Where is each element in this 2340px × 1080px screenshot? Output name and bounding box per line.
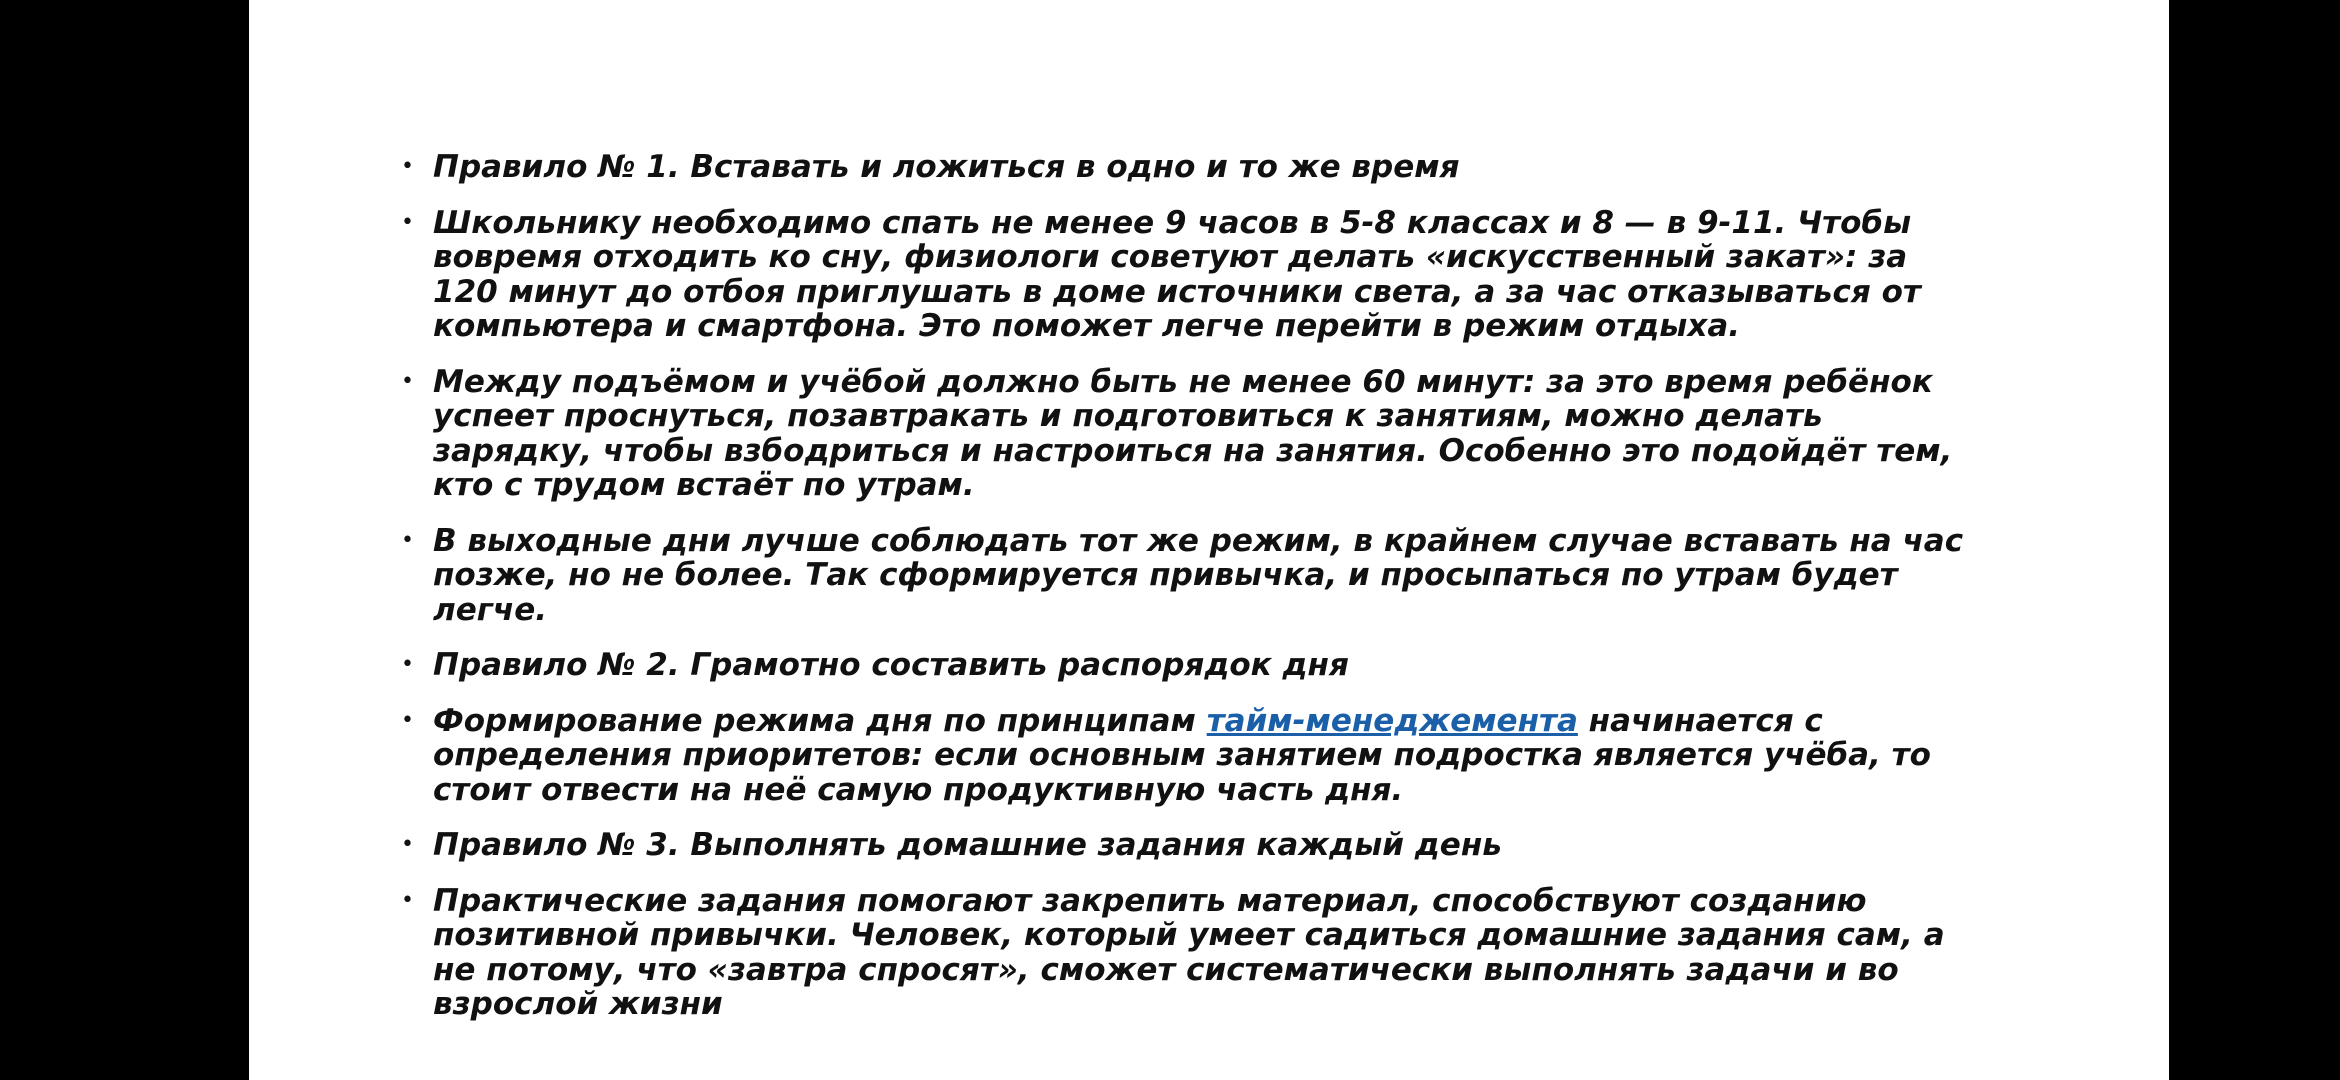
list-item bbox=[401, 150, 1963, 185]
time-management-link[interactable]: тайм-менеджемента bbox=[1206, 702, 1578, 739]
bullet-icon: • bbox=[401, 707, 414, 733]
text-line: не потому, что «завтра спросят», сможет систематически выполнять задачи и во bbox=[433, 951, 1899, 988]
bullet-icon: • bbox=[401, 368, 414, 394]
text-line: 120 минут до отбоя приглушать в доме источники света, а за час отказываться от bbox=[433, 273, 1921, 310]
text-line: Школьнику необходимо спать не менее 9 часов в 5-8 классах и 8 — в 9-11. Чтобы bbox=[433, 204, 1912, 241]
bullet-icon: • bbox=[401, 832, 414, 857]
text-segment: начинается с bbox=[1577, 702, 1823, 739]
text-line: стоит отвести на неё самую продуктивную часть дня. bbox=[433, 771, 1404, 808]
list-item bbox=[401, 648, 1963, 683]
text-line: позитивной привычки. Человек, который умеет садиться домашние задания сам, а bbox=[433, 917, 1945, 953]
text-line bbox=[433, 704, 1963, 739]
bullet-icon: • bbox=[401, 652, 414, 677]
text-line: вовремя отходить ко сну, физиологи советуют делать «искусственный закат»: за bbox=[433, 239, 1908, 275]
text-line: В выходные дни лучше соблюдать тот же режим, в крайнем случае вставать на час bbox=[433, 522, 1964, 559]
text-line: легче. bbox=[433, 591, 548, 628]
list-item bbox=[401, 704, 1963, 808]
text-line: компьютера и смартфона. Это поможет легче перейти в режим отдыха. bbox=[433, 308, 1741, 344]
list-item bbox=[401, 884, 1963, 1022]
slide bbox=[249, 0, 2169, 1080]
bullet-icon: • bbox=[401, 209, 414, 235]
list-item bbox=[401, 365, 1963, 503]
text-line: Правило № 2. Грамотно составить распорядок дня bbox=[433, 647, 1349, 683]
text-line: Между подъёмом и учёбой должно быть не менее 60 минут: за это время ребёнок bbox=[433, 363, 1933, 400]
text-line: взрослой жизни bbox=[433, 986, 723, 1022]
list-item bbox=[401, 828, 1963, 863]
bullet-icon: • bbox=[401, 887, 414, 913]
text-line: позже, но не более. Так сформируется привычка, и просыпаться по утрам будет bbox=[433, 557, 1898, 593]
text-line: определения приоритетов: если основным занятием подростка является учёба, то bbox=[433, 737, 1931, 773]
list-item bbox=[401, 524, 1963, 628]
list-item bbox=[401, 206, 1963, 344]
text-line: успеет проснуться, позавтракать и подготовиться к занятиям, можно делать bbox=[433, 398, 1823, 434]
bullet-icon: • bbox=[401, 527, 414, 553]
text-line: Правило № 1. Вставать и ложиться в одно и то же время bbox=[433, 149, 1460, 185]
text-line: зарядку, чтобы взбодриться и настроиться на занятия. Особенно это подойдёт тем, bbox=[433, 432, 1953, 469]
text-line: Практические задания помогают закрепить материал, способствуют созданию bbox=[433, 882, 1867, 919]
bullet-list bbox=[401, 150, 1963, 1043]
text-line: Правило № 3. Выполнять домашние задания каждый день bbox=[433, 827, 1502, 863]
text-segment: Формирование режима дня по принципам bbox=[433, 702, 1207, 739]
bullet-icon: • bbox=[401, 154, 414, 179]
text-line: кто с трудом встаёт по утрам. bbox=[433, 467, 975, 503]
